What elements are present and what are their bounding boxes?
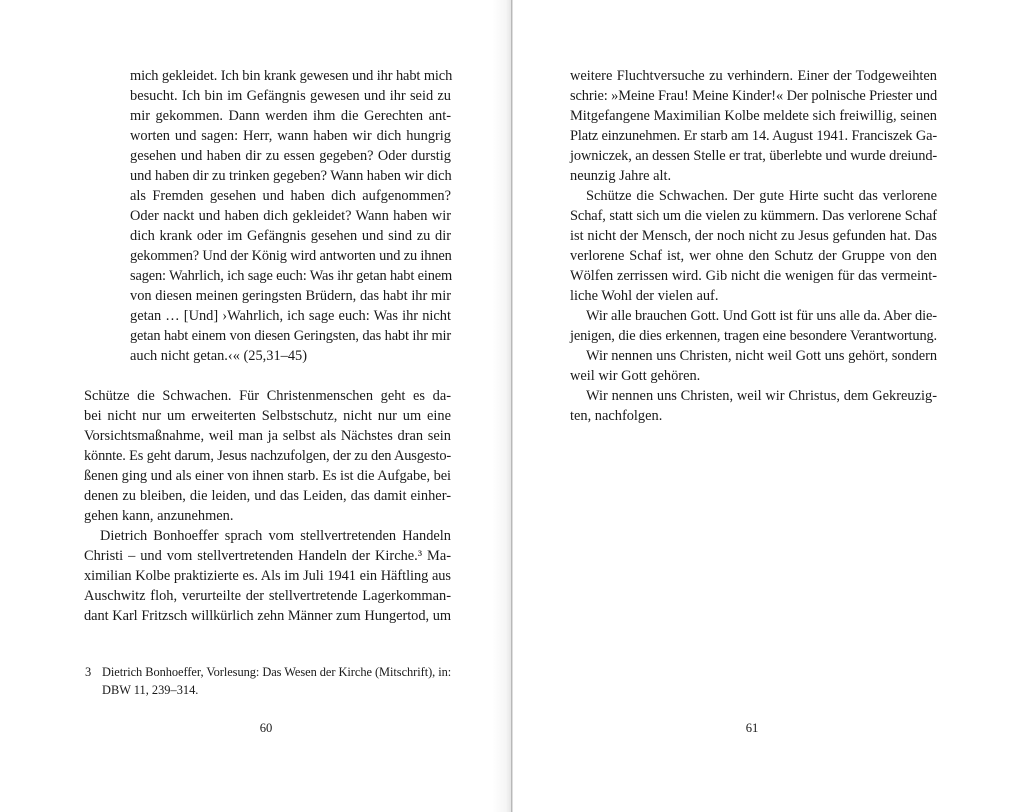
quote-line: besucht. Ich bin im Gefängnis gewesen und ihr seid zu (130, 88, 451, 104)
body-line: ßenen ging und als einer von ihnen starb. Es ist die Aufgabe, bei (84, 468, 451, 484)
body-line: ten, nachfolgen. (570, 408, 663, 424)
quote-line: gekommen? Und der König wird antworten und zu ihnen (130, 248, 452, 264)
quote-line: mich gekleidet. Ich bin krank gewesen und ihr habt mich (130, 68, 453, 84)
body-line: ist nicht der Mensch, der noch nicht zu Jesus gefunden hat. Das (570, 228, 937, 244)
body-line: weitere Fluchtversuche zu verhindern. Einer der Todgeweihten (570, 68, 937, 84)
body-line: Auschwitz floh, verurteilte der stellvertretende Lagerkomman- (84, 588, 451, 604)
quote-line: sagen: Wahrlich, ich sage euch: Was ihr getan habt einem (130, 268, 453, 284)
body-line: ximilian Kolbe praktizierte es. Als im Juli 1941 ein Häftling aus (84, 568, 451, 584)
body-line: Schaf, statt sich um die vielen zu kümmern. Das verlorene Schaf (570, 208, 937, 224)
body-line: verlorene Schaf ist, wer ohne den Schutz der Gruppe von den (570, 248, 937, 264)
quote-line: und haben dir zu trinken gegeben? Wann haben wir dich (130, 168, 452, 184)
quote-line: getan habt einem von diesen Geringsten, das habt ihr mir (130, 328, 451, 344)
footnote-line: DBW 11, 239–314. (102, 683, 199, 697)
left-page (0, 0, 509, 812)
body-line: Mitgefangene Maximilian Kolbe meldete sich freiwillig, seinen (570, 108, 937, 124)
body-line: Platz einzunehmen. Er starb am 14. August 1941. Franciszek Ga- (570, 128, 937, 144)
body-line: gehen kann, anzunehmen. (84, 508, 234, 524)
body-line: schrie: »Meine Frau! Meine Kinder!« Der polnische Priester und (570, 88, 938, 104)
body-line: Schütze die Schwachen. Für Christenmenschen geht es da- (84, 388, 451, 404)
body-line: Schütze die Schwachen. Der gute Hirte sucht das verlorene (586, 188, 937, 204)
quote-line: dich krank oder im Gefängnis gesehen und sind zu dir (130, 228, 451, 244)
body-line: Wölfen zerrissen wird. Gib nicht die wenigen für das vermeint- (570, 268, 937, 284)
body-line: bei nicht nur um erweiterten Selbstschutz, nicht nur um eine (84, 408, 451, 424)
body-line: Dietrich Bonhoeffer sprach vom stellvertretenden Handeln (100, 528, 451, 544)
body-line: Wir nennen uns Christen, nicht weil Gott uns gehört, sondern (586, 348, 937, 364)
body-line: Vorsichtsmaßnahme, weil man ja selbst als Nächstes dran sein (84, 428, 451, 444)
body-line: Christi – und vom stellvertretenden Handeln der Kirche.³ Ma- (84, 548, 451, 564)
quote-line: als Fremden gesehen und haben dich aufgenommen? (130, 188, 451, 204)
quote-line: mir gekommen. Dann werden ihm die Gerechten ant- (130, 108, 451, 124)
body-line: jenigen, die dies erkennen, tragen eine besondere Verantwortung. (570, 328, 937, 344)
right-page (513, 0, 1020, 812)
body-line: Wir alle brauchen Gott. Und Gott ist für uns alle da. Aber die- (586, 308, 937, 324)
quote-line: auch nicht getan.‹« (25,31–45) (130, 348, 308, 364)
body-line: Wir nennen uns Christen, weil wir Christus, dem Gekreuzig- (586, 388, 937, 404)
footnote-line: Dietrich Bonhoeffer, Vorlesung: Das Wesen der Kirche (Mitschrift), in: (102, 665, 452, 679)
page-number: 60 (259, 721, 273, 735)
quote-line: worten und sagen: Herr, wann haben wir dich hungrig (130, 128, 451, 144)
body-line: jowniczek, an dessen Stelle er trat, überlebte und wurde dreiund- (570, 148, 938, 164)
book-spine-divider (511, 0, 512, 812)
body-line: denen zu bleiben, die leiden, und das Leiden, das damit einher- (84, 488, 451, 504)
page-number: 61 (745, 721, 759, 735)
body-line: neunzig Jahre alt. (570, 168, 672, 184)
quote-line: von diesen meinen geringsten Brüdern, das habt ihr mir (130, 288, 451, 304)
quote-line: getan … [Und] ›Wahrlich, ich sage euch: Was ihr nicht (130, 308, 451, 324)
body-line: dant Karl Fritzsch willkürlich zehn Männer zum Hungertod, um (84, 608, 451, 624)
quote-line: gesehen und haben dir zu essen gegeben? Oder durstig (130, 148, 451, 164)
quote-line: Oder nackt und haben dich gekleidet? Wann haben wir (130, 208, 451, 224)
body-line: liche Wohl der vielen auf. (570, 288, 719, 304)
footnote-number: 3 (85, 665, 92, 679)
body-line: könnte. Es geht darum, Jesus nachzufolgen, der zu den Ausgesto- (84, 448, 452, 464)
body-line: weil wir Gott gehören. (570, 368, 701, 384)
